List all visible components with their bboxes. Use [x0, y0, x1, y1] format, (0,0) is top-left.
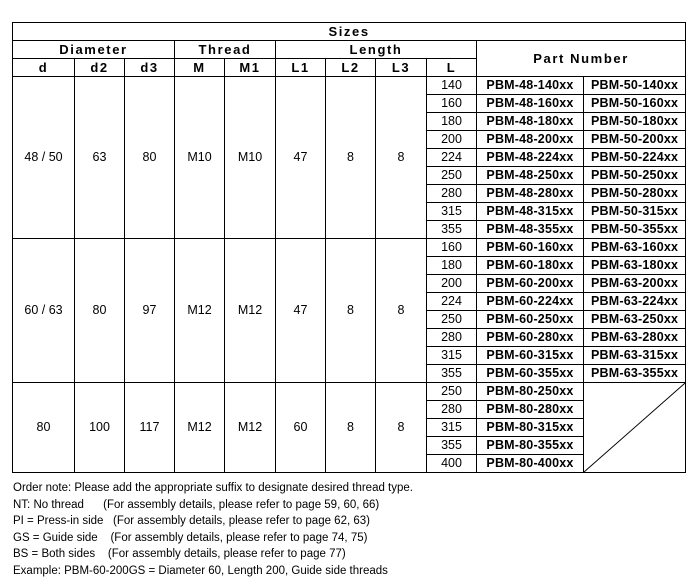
part-number-cell: PBM-80-400xx	[477, 455, 584, 473]
column-header-l: L	[427, 59, 477, 77]
part-number-cell: PBM-50-224xx	[584, 149, 686, 167]
part-number-cell: PBM-48-160xx	[477, 95, 584, 113]
column-header-d3: d3	[125, 59, 175, 77]
part-number-cell: PBM-60-160xx	[477, 239, 584, 257]
cell-l: 400	[427, 455, 477, 473]
part-number-cell: PBM-63-280xx	[584, 329, 686, 347]
length-header: Length	[276, 41, 477, 59]
part-number-cell: PBM-50-315xx	[584, 203, 686, 221]
order-notes	[13, 480, 413, 579]
part-number-cell: PBM-63-160xx	[584, 239, 686, 257]
cell-l: 140	[427, 77, 477, 95]
part-number-cell: PBM-50-250xx	[584, 167, 686, 185]
cell-l: 180	[427, 257, 477, 275]
note-nt: NT: No thread (For assembly details, please refer to page 59, 60, 66)	[13, 498, 380, 511]
part-number-cell: PBM-63-180xx	[584, 257, 686, 275]
cell-l2: 8	[326, 383, 376, 473]
part-number-cell: PBM-63-315xx	[584, 347, 686, 365]
size-rows	[13, 77, 686, 473]
cell-l1: 60	[276, 383, 326, 473]
part-number-cell: PBM-48-180xx	[477, 113, 584, 131]
part-number-cell: PBM-60-224xx	[477, 293, 584, 311]
cell-m1: M12	[225, 383, 276, 473]
cell-d: 60 / 63	[13, 239, 75, 383]
cell-l: 250	[427, 167, 477, 185]
cell-l: 160	[427, 95, 477, 113]
column-header-m1: M1	[225, 59, 276, 77]
part-number-cell: PBM-80-280xx	[477, 401, 584, 419]
column-header-l3: L3	[376, 59, 427, 77]
cell-l: 280	[427, 401, 477, 419]
part-number-cell: PBM-50-280xx	[584, 185, 686, 203]
column-header-l2: L2	[326, 59, 376, 77]
table-row	[13, 77, 686, 95]
cell-l: 355	[427, 365, 477, 383]
cell-l: 315	[427, 203, 477, 221]
cell-d3: 80	[125, 77, 175, 239]
part-number-cell: PBM-60-315xx	[477, 347, 584, 365]
cell-m: M12	[175, 239, 225, 383]
part-number-cell: PBM-60-180xx	[477, 257, 584, 275]
cell-l: 355	[427, 437, 477, 455]
diameter-header: Diameter	[13, 41, 175, 59]
thread-header: Thread	[175, 41, 276, 59]
part-number-cell: PBM-48-250xx	[477, 167, 584, 185]
part-number-cell: PBM-63-200xx	[584, 275, 686, 293]
part-number-cell: PBM-63-355xx	[584, 365, 686, 383]
cell-l: 280	[427, 185, 477, 203]
cell-d2: 80	[75, 239, 125, 383]
cell-d: 80	[13, 383, 75, 473]
part-number-cell: PBM-48-140xx	[477, 77, 584, 95]
part-number-cell: PBM-48-280xx	[477, 185, 584, 203]
cell-l: 200	[427, 275, 477, 293]
part-number-cell: PBM-60-280xx	[477, 329, 584, 347]
column-header-m: M	[175, 59, 225, 77]
cell-l: 160	[427, 239, 477, 257]
part-number-cell: PBM-48-355xx	[477, 221, 584, 239]
part-number-cell: PBM-60-250xx	[477, 311, 584, 329]
cell-l3: 8	[376, 77, 427, 239]
part-number-cell: PBM-48-224xx	[477, 149, 584, 167]
cell-m1: M12	[225, 239, 276, 383]
cell-l3: 8	[376, 239, 427, 383]
cell-l1: 47	[276, 77, 326, 239]
cell-m: M10	[175, 77, 225, 239]
cell-l: 315	[427, 347, 477, 365]
cell-l: 315	[427, 419, 477, 437]
note-pi: PI = Press-in side (For assembly details, please refer to page 62, 63)	[13, 515, 370, 527]
part-number-cell: PBM-63-250xx	[584, 311, 686, 329]
part-number-cell: PBM-50-160xx	[584, 95, 686, 113]
cell-l: 224	[427, 149, 477, 167]
note-example: Example: PBM-60-200GS = Diameter 60, Length 200, Guide side threads	[13, 564, 388, 577]
cell-l: 355	[427, 221, 477, 239]
cell-d2: 63	[75, 77, 125, 239]
sizes-sheet	[12, 22, 686, 473]
diagonal-strike-icon	[584, 383, 685, 472]
not-available-cell	[584, 383, 686, 473]
cell-d: 48 / 50	[13, 77, 75, 239]
part-number-cell: PBM-80-355xx	[477, 437, 584, 455]
note-bs: BS = Both sides (For assembly details, please refer to page 77)	[13, 548, 346, 560]
table-title: Sizes	[13, 23, 686, 41]
part-number-cell: PBM-80-250xx	[477, 383, 584, 401]
table-row	[13, 239, 686, 257]
cell-l: 250	[427, 311, 477, 329]
part-number-cell: PBM-50-180xx	[584, 113, 686, 131]
cell-l: 200	[427, 131, 477, 149]
part-number-cell: PBM-48-200xx	[477, 131, 584, 149]
part-number-cell: PBM-50-355xx	[584, 221, 686, 239]
cell-l2: 8	[326, 239, 376, 383]
column-header-d2: d2	[75, 59, 125, 77]
cell-d3: 117	[125, 383, 175, 473]
table-row	[13, 383, 686, 401]
cell-m1: M10	[225, 77, 276, 239]
column-header-d: d	[13, 59, 75, 77]
part-number-cell: PBM-60-200xx	[477, 275, 584, 293]
part-number-cell: PBM-80-315xx	[477, 419, 584, 437]
cell-d3: 97	[125, 239, 175, 383]
column-header-l1: L1	[276, 59, 326, 77]
cell-l1: 47	[276, 239, 326, 383]
cell-l2: 8	[326, 77, 376, 239]
part-number-cell: PBM-60-355xx	[477, 365, 584, 383]
part-number-cell: PBM-50-200xx	[584, 131, 686, 149]
cell-l: 250	[427, 383, 477, 401]
part-number-cell: PBM-50-140xx	[584, 77, 686, 95]
part-number-cell: PBM-63-224xx	[584, 293, 686, 311]
cell-l: 224	[427, 293, 477, 311]
cell-d2: 100	[75, 383, 125, 473]
cell-l: 280	[427, 329, 477, 347]
note-gs: GS = Guide side (For assembly details, please refer to page 74, 75)	[13, 531, 368, 544]
cell-l: 180	[427, 113, 477, 131]
cell-m: M12	[175, 383, 225, 473]
part-number-header: Part Number	[477, 41, 686, 77]
sizes-table	[12, 22, 686, 473]
cell-l3: 8	[376, 383, 427, 473]
part-number-cell: PBM-48-315xx	[477, 203, 584, 221]
order-note: Order note: Please add the appropriate suffix to designate desired thread type.	[13, 482, 413, 494]
